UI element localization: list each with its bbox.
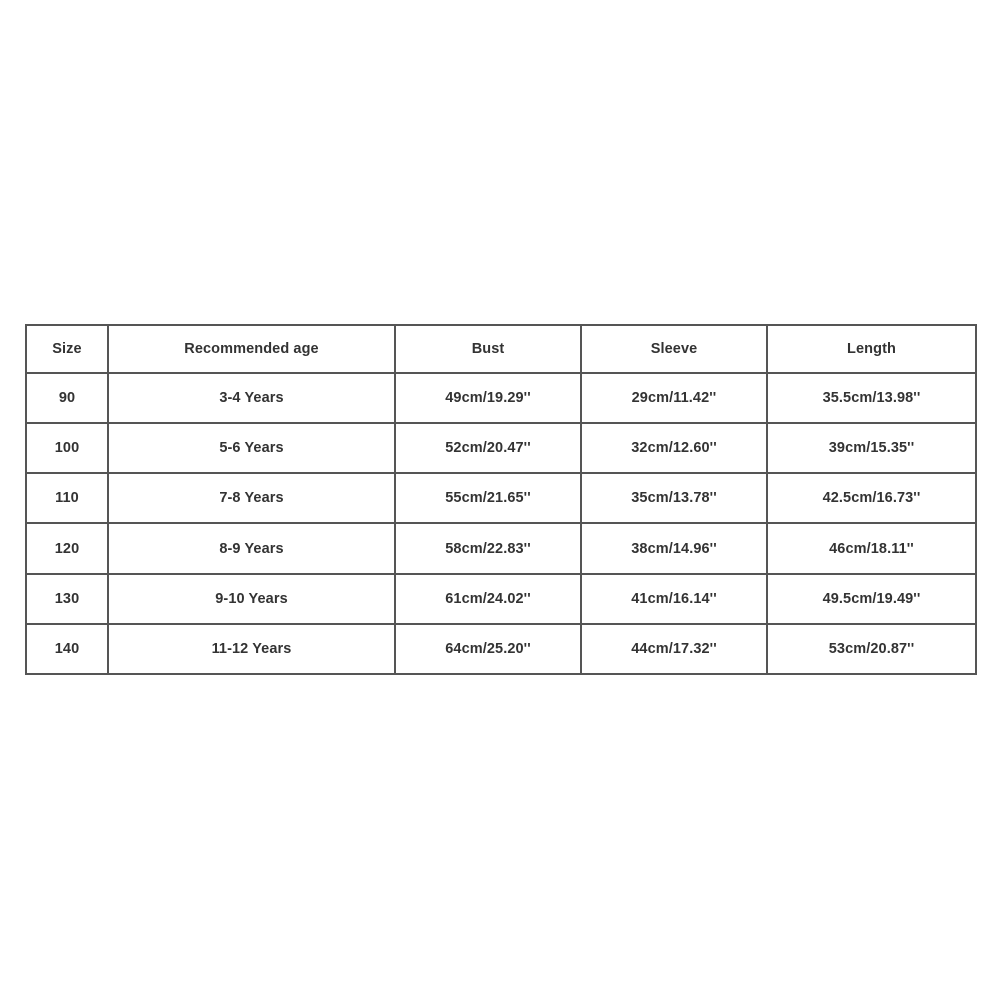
cell-bust: 58cm/22.83''	[395, 523, 581, 573]
cell-recommended-age: 9-10 Years	[108, 574, 395, 624]
cell-sleeve: 41cm/16.14''	[581, 574, 767, 624]
table-row	[26, 473, 976, 523]
cell-sleeve: 35cm/13.78''	[581, 473, 767, 523]
header-row	[26, 325, 976, 373]
cell-length: 39cm/15.35''	[767, 423, 976, 473]
header-size: Size	[26, 325, 108, 373]
cell-size: 130	[26, 574, 108, 624]
cell-size: 90	[26, 373, 108, 423]
header-recommended-age: Recommended age	[108, 325, 395, 373]
table-row	[26, 574, 976, 624]
cell-recommended-age: 3-4 Years	[108, 373, 395, 423]
cell-length: 53cm/20.87''	[767, 624, 976, 674]
header-bust: Bust	[395, 325, 581, 373]
cell-size: 120	[26, 523, 108, 573]
cell-sleeve: 44cm/17.32''	[581, 624, 767, 674]
cell-bust: 52cm/20.47''	[395, 423, 581, 473]
size-chart-table	[25, 324, 977, 675]
cell-recommended-age: 5-6 Years	[108, 423, 395, 473]
table-row	[26, 624, 976, 674]
cell-recommended-age: 7-8 Years	[108, 473, 395, 523]
cell-sleeve: 38cm/14.96''	[581, 523, 767, 573]
cell-bust: 49cm/19.29''	[395, 373, 581, 423]
cell-length: 49.5cm/19.49''	[767, 574, 976, 624]
cell-length: 35.5cm/13.98''	[767, 373, 976, 423]
table-row	[26, 373, 976, 423]
cell-recommended-age: 11-12 Years	[108, 624, 395, 674]
cell-length: 42.5cm/16.73''	[767, 473, 976, 523]
header-sleeve: Sleeve	[581, 325, 767, 373]
cell-size: 110	[26, 473, 108, 523]
table-row	[26, 523, 976, 573]
cell-recommended-age: 8-9 Years	[108, 523, 395, 573]
cell-sleeve: 32cm/12.60''	[581, 423, 767, 473]
cell-size: 100	[26, 423, 108, 473]
cell-bust: 61cm/24.02''	[395, 574, 581, 624]
cell-size: 140	[26, 624, 108, 674]
table-body	[26, 373, 976, 674]
cell-bust: 55cm/21.65''	[395, 473, 581, 523]
cell-length: 46cm/18.11''	[767, 523, 976, 573]
cell-bust: 64cm/25.20''	[395, 624, 581, 674]
cell-sleeve: 29cm/11.42''	[581, 373, 767, 423]
table-row	[26, 423, 976, 473]
table-header	[26, 325, 976, 373]
header-length: Length	[767, 325, 976, 373]
